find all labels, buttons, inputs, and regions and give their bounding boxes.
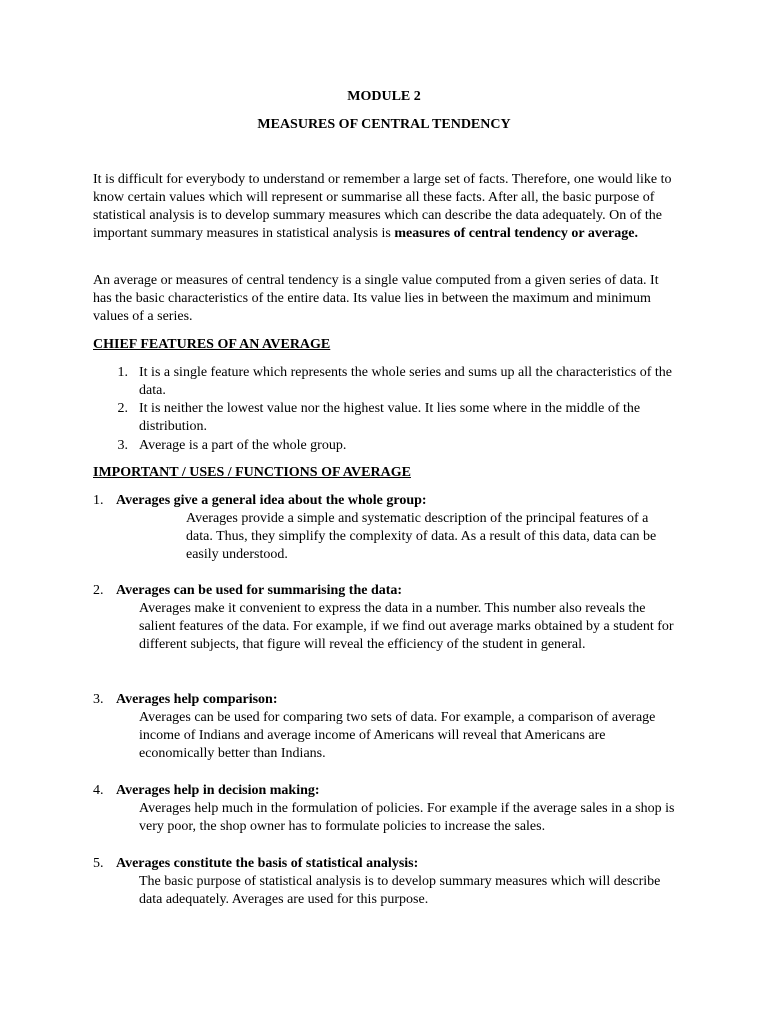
use-text: Averages provide a simple and systematic description of the principal features of a data. Thus, they simplify the complexity of data. As a result of this data, data can be easily understood. bbox=[186, 511, 657, 562]
feature-number: 1. bbox=[117, 365, 128, 380]
use-title: Averages help comparison: bbox=[116, 692, 278, 707]
use-number: 4. bbox=[93, 783, 104, 798]
use-text: Averages help much in the formulation of policies. For example if the average sales in a shop is very poor, the shop owner has to formulate policies to increase the sales. bbox=[139, 801, 675, 834]
features-heading: CHIEF FEATURES OF AN AVERAGE bbox=[93, 337, 331, 352]
use-text: Averages make it convenient to express the data in a number. This number also reveals the salient features of the data. For example, if we find out average marks obtained by a student for different subjects, that figure will reveal the efficiency of the student in general. bbox=[139, 601, 674, 652]
feature-text: It is neither the lowest value nor the highest value. It lies some where in the middle of the distribution. bbox=[139, 401, 641, 434]
use-number: 3. bbox=[93, 692, 104, 707]
use-title: Averages give a general idea about the whole group: bbox=[116, 493, 427, 508]
use-title: Averages can be used for summarising the data: bbox=[116, 583, 403, 598]
definition-paragraph: An average or measures of central tendency is a single value computed from a given series of data. It has the basic characteristics of the entire data. Its value lies in between the maximum and minimum values of a series. bbox=[93, 273, 659, 324]
use-title: Averages constitute the basis of statistical analysis: bbox=[116, 856, 419, 871]
uses-heading: IMPORTANT / USES / FUNCTIONS OF AVERAGE bbox=[93, 465, 411, 480]
intro-text: It is difficult for everybody to understand or remember a large set of facts. Therefore, one would like to know certain values which will represent or summarise all these facts. After all, the basic purpose of statistical analysis is to develop summary measures which can describe the data adequately. On of the important summary measures in statistical analysis is bbox=[93, 172, 672, 241]
use-number: 1. bbox=[93, 493, 104, 508]
intro-bold-text: measures of central tendency or average. bbox=[394, 226, 638, 241]
feature-number: 2. bbox=[117, 401, 128, 416]
feature-number: 3. bbox=[117, 438, 128, 453]
page-title: MEASURES OF CENTRAL TENDENCY bbox=[257, 117, 511, 132]
intro-paragraph bbox=[93, 171, 678, 243]
use-text: The basic purpose of statistical analysis is to develop summary measures which will describe data adequately. Averages are used for this purpose. bbox=[139, 874, 661, 907]
use-number: 2. bbox=[93, 583, 104, 598]
feature-text: It is a single feature which represents the whole series and sums up all the characteristics of the data. bbox=[139, 365, 672, 398]
module-label: MODULE 2 bbox=[347, 89, 421, 104]
use-number: 5. bbox=[93, 856, 104, 871]
feature-text: Average is a part of the whole group. bbox=[139, 438, 347, 453]
use-text: Averages can be used for comparing two sets of data. For example, a comparison of average income of Indians and average income of Americans will reveal that Americans are economically better than Indians. bbox=[139, 710, 656, 761]
use-title: Averages help in decision making: bbox=[116, 783, 320, 798]
